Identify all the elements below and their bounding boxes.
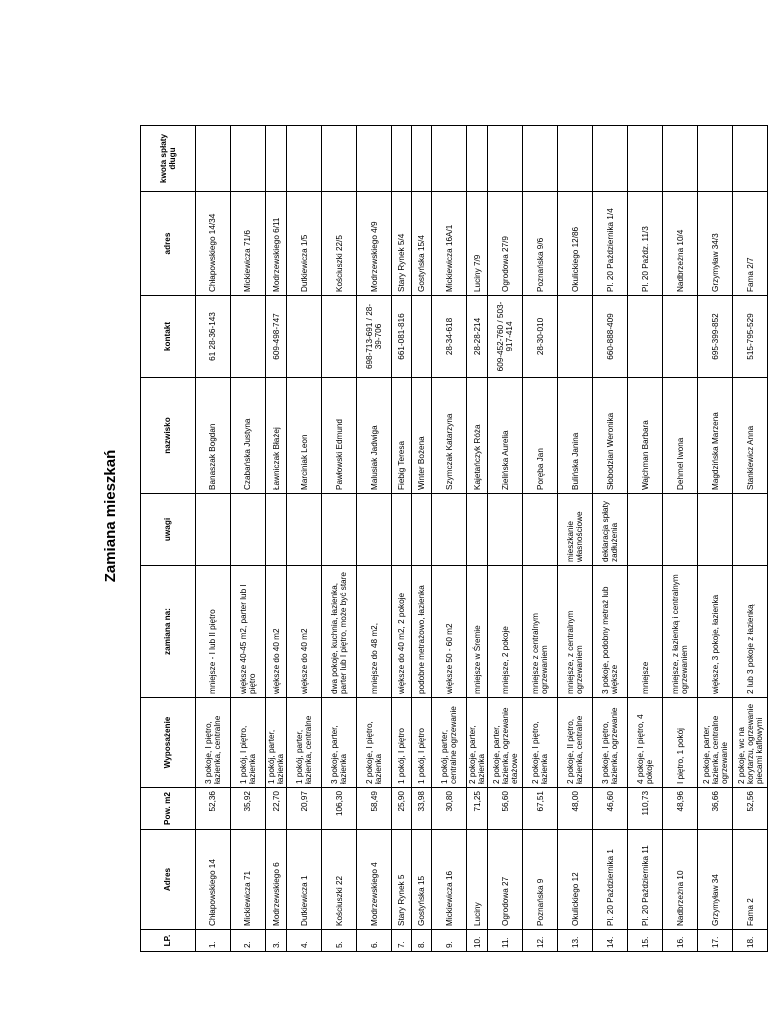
cell-wyposazenie: 3 pokoje, I piętro, łazienka, centralne — [196, 698, 231, 788]
cell-nazwisko: Zielińska Aurelia — [488, 378, 523, 494]
cell-lp: 7. — [392, 930, 412, 952]
table-row — [231, 126, 266, 952]
cell-adres-2: Fama 2/7 — [733, 192, 768, 296]
cell-zamiana-na: mniejsze, 2 pokoje — [488, 566, 523, 698]
cell-lp: 17. — [698, 930, 733, 952]
cell-uwagi — [322, 494, 357, 566]
cell-uwagi: mieszkanie własnościowe — [558, 494, 593, 566]
header-kwota: kwota spłaty długu — [141, 126, 196, 192]
cell-adres-2: Modrzewskiego 6/11 — [266, 192, 287, 296]
cell-zamiana-na: większe 50 - 60 m2 — [432, 566, 467, 698]
cell-nazwisko: Słobodzian Weronika — [593, 378, 628, 494]
cell-uwagi — [432, 494, 467, 566]
table-row — [523, 126, 558, 952]
cell-kwota — [698, 126, 733, 192]
table-row — [432, 126, 467, 952]
cell-adres: Pl. 20 Października 11 — [628, 830, 663, 930]
cell-adres-2: Dutkiewicza 1/5 — [287, 192, 322, 296]
cell-lp: 15. — [628, 930, 663, 952]
header-adres-2: adres — [141, 192, 196, 296]
table-row — [467, 126, 488, 952]
cell-adres: Nadbrzeżna 10 — [663, 830, 698, 930]
cell-pow: 30,80 — [432, 788, 467, 830]
cell-uwagi — [357, 494, 392, 566]
cell-pow: 48,96 — [663, 788, 698, 830]
cell-pow: 33,98 — [412, 788, 432, 830]
cell-lp: 16. — [663, 930, 698, 952]
cell-lp: 3. — [266, 930, 287, 952]
cell-kontakt: 609-452-760 / 503-917-414 — [488, 296, 523, 378]
cell-pow: 52,36 — [196, 788, 231, 830]
cell-zamiana-na: 3 pokoje, podobny metraż lub większe — [593, 566, 628, 698]
cell-uwagi — [467, 494, 488, 566]
cell-nazwisko: Bulińska Janina — [558, 378, 593, 494]
cell-zamiana-na: mniejsze w Śremie — [467, 566, 488, 698]
cell-zamiana-na: mniejsze do 48 m2, — [357, 566, 392, 698]
table-row — [196, 126, 231, 952]
cell-kontakt — [558, 296, 593, 378]
cell-lp: 12. — [523, 930, 558, 952]
cell-zamiana-na: większe, 3 pokoje, łazienka — [698, 566, 733, 698]
cell-adres-2: Mickiewicza 71/6 — [231, 192, 266, 296]
cell-kwota — [322, 126, 357, 192]
cell-nazwisko: Banaszak Bogdan — [196, 378, 231, 494]
cell-nazwisko: Kajetańczyk Róża — [467, 378, 488, 494]
cell-uwagi — [231, 494, 266, 566]
cell-kontakt: 28-28-214 — [467, 296, 488, 378]
cell-zamiana-na: mniejsze — [628, 566, 663, 698]
cell-kwota — [593, 126, 628, 192]
cell-kontakt: 28-30-010 — [523, 296, 558, 378]
cell-pow: 52,56 — [733, 788, 768, 830]
table-row — [488, 126, 523, 952]
header-pow: Pow. m2 — [141, 788, 196, 830]
cell-wyposazenie: 3 pokoje, I piętro, łazienka, ogrzewanie — [593, 698, 628, 788]
cell-adres: Chłapowskiego 14 — [196, 830, 231, 930]
cell-wyposazenie: 3 pokoje, parter, łazienka — [322, 698, 357, 788]
cell-nazwisko: Pawłowski Edmund — [322, 378, 357, 494]
cell-wyposazenie: 2 pokoje, I piętro, łazienka — [523, 698, 558, 788]
cell-kontakt — [322, 296, 357, 378]
cell-lp: 13. — [558, 930, 593, 952]
cell-zamiana-na: większe do 40 m2 — [287, 566, 322, 698]
cell-zamiana-na: większe 40-45 m2, parter lub I piętro — [231, 566, 266, 698]
cell-adres: Mickiewicza 16 — [432, 830, 467, 930]
cell-kontakt: 609-498-747 — [266, 296, 287, 378]
cell-kwota — [432, 126, 467, 192]
cell-kwota — [733, 126, 768, 192]
cell-pow: 25,90 — [392, 788, 412, 830]
cell-pow: 67,51 — [523, 788, 558, 830]
cell-zamiana-na: większe do 40 m2 — [266, 566, 287, 698]
cell-kontakt: 28-34-618 — [432, 296, 467, 378]
cell-adres: Poznańska 9 — [523, 830, 558, 930]
cell-zamiana-na: mniejsze - I lub II piętro — [196, 566, 231, 698]
cell-lp: 11. — [488, 930, 523, 952]
cell-adres: Ogrodowa 27 — [488, 830, 523, 930]
table-row — [266, 126, 287, 952]
cell-adres: Grzymyław 34 — [698, 830, 733, 930]
cell-lp: 10. — [467, 930, 488, 952]
header-zamiana-na: zamiana na: — [141, 566, 196, 698]
cell-zamiana-na: większe do 40 m2, 2 pokoje — [392, 566, 412, 698]
table-row — [322, 126, 357, 952]
table-row — [412, 126, 432, 952]
cell-kwota — [663, 126, 698, 192]
header-adres: Adres — [141, 830, 196, 930]
cell-nazwisko: Winter Bożena — [412, 378, 432, 494]
table-row — [558, 126, 593, 952]
cell-kontakt: 661-081-816 — [392, 296, 412, 378]
cell-uwagi — [523, 494, 558, 566]
cell-kwota — [523, 126, 558, 192]
cell-adres-2: Ogrodowa 27/9 — [488, 192, 523, 296]
cell-lp: 8. — [412, 930, 432, 952]
cell-wyposazenie: 2 pokoje, II piętro, łazienka, centralne — [558, 698, 593, 788]
cell-adres-2: Luciny 7/9 — [467, 192, 488, 296]
exchange-table — [140, 125, 768, 952]
cell-wyposazenie: 1 pokój, parter, łazienka — [266, 698, 287, 788]
cell-lp: 2. — [231, 930, 266, 952]
table-row — [733, 126, 768, 952]
cell-nazwisko: Ławniczak Błażej — [266, 378, 287, 494]
cell-zamiana-na: mniejsze, z łazienką i centralnym ogrzewaniem — [663, 566, 698, 698]
cell-pow: 35,92 — [231, 788, 266, 830]
cell-wyposazenie: I piętro, 1 pokój — [663, 698, 698, 788]
cell-nazwisko: Poręba Jan — [523, 378, 558, 494]
cell-pow: 71,25 — [467, 788, 488, 830]
header-nazwisko: nazwisko — [141, 378, 196, 494]
cell-uwagi — [488, 494, 523, 566]
cell-adres: Okulickiego 12 — [558, 830, 593, 930]
cell-kontakt: 61 28-36-143 — [196, 296, 231, 378]
table-row — [663, 126, 698, 952]
cell-lp: 6. — [357, 930, 392, 952]
cell-lp: 5. — [322, 930, 357, 952]
table-row — [593, 126, 628, 952]
cell-nazwisko: Wajchman Barbara — [628, 378, 663, 494]
cell-adres-2: Gostyńska 15/4 — [412, 192, 432, 296]
cell-zamiana-na: dwa pokoje, kuchnia, łazienka, parter lub I piętro, może być stare — [322, 566, 357, 698]
cell-kontakt — [287, 296, 322, 378]
cell-uwagi — [663, 494, 698, 566]
cell-adres: Gostyńska 15 — [412, 830, 432, 930]
cell-adres: Dutkiewicza 1 — [287, 830, 322, 930]
cell-wyposazenie: 1 pokój, I piętro — [412, 698, 432, 788]
cell-nazwisko: Czabańska Justyna — [231, 378, 266, 494]
cell-uwagi: deklaracja spłaty zadłużenia — [593, 494, 628, 566]
table-row — [287, 126, 322, 952]
cell-adres-2: Kościuszki 22/5 — [322, 192, 357, 296]
cell-adres-2: Chłapowskiego 14/34 — [196, 192, 231, 296]
cell-nazwisko: Magdzińska Marzena — [698, 378, 733, 494]
cell-wyposazenie: 2 pokoje, I piętro, łazienka — [357, 698, 392, 788]
cell-kontakt — [412, 296, 432, 378]
cell-wyposazenie: 2 pokoje, parter, łazienka — [467, 698, 488, 788]
cell-adres-2: Okulickiego 12/86 — [558, 192, 593, 296]
cell-wyposazenie: 1 pokój, I piętro — [392, 698, 412, 788]
cell-kwota — [231, 126, 266, 192]
cell-nazwisko: Marciniak Leon — [287, 378, 322, 494]
cell-kwota — [392, 126, 412, 192]
cell-adres-2: Stary Rynek 5/4 — [392, 192, 412, 296]
cell-nazwisko: Malusiak Jadwiga — [357, 378, 392, 494]
cell-nazwisko: Szymczak Katarzyna — [432, 378, 467, 494]
cell-uwagi — [392, 494, 412, 566]
table-body — [196, 126, 768, 952]
cell-kontakt — [231, 296, 266, 378]
cell-nazwisko: Stankiewicz Anna — [733, 378, 768, 494]
cell-kwota — [357, 126, 392, 192]
page-title: Zamiana mieszkań — [102, 449, 119, 583]
cell-adres-2: Mickiewicza 16A/1 — [432, 192, 467, 296]
cell-pow: 110,73 — [628, 788, 663, 830]
cell-adres-2: Poznańska 9/6 — [523, 192, 558, 296]
cell-lp: 14. — [593, 930, 628, 952]
header-uwagi: uwagi — [141, 494, 196, 566]
header-kontakt: kontakt — [141, 296, 196, 378]
cell-adres: Mickiewicza 71 — [231, 830, 266, 930]
cell-kontakt: 698-713-691 / 28-39-706 — [357, 296, 392, 378]
cell-adres-2: Pl. 20 Paźdz. 11/3 — [628, 192, 663, 296]
cell-kontakt — [663, 296, 698, 378]
cell-lp: 4. — [287, 930, 322, 952]
cell-pow: 20,97 — [287, 788, 322, 830]
cell-uwagi — [412, 494, 432, 566]
cell-zamiana-na: mniejsze, z centralnym ogrzewaniem — [558, 566, 593, 698]
cell-adres: Stary Rynek 5 — [392, 830, 412, 930]
cell-adres-2: Modrzewskiego 4/9 — [357, 192, 392, 296]
cell-pow: 56,60 — [488, 788, 523, 830]
cell-uwagi — [287, 494, 322, 566]
cell-uwagi — [733, 494, 768, 566]
cell-uwagi — [196, 494, 231, 566]
cell-wyposazenie: 1 pokój, parter, łazienka, centralne — [287, 698, 322, 788]
cell-lp: 9. — [432, 930, 467, 952]
cell-uwagi — [628, 494, 663, 566]
cell-kwota — [266, 126, 287, 192]
cell-wyposazenie: 2 pokoje, wc na korytarzu, ogrzewanie piecami kaflowymi — [733, 698, 768, 788]
cell-pow: 36,66 — [698, 788, 733, 830]
cell-kwota — [287, 126, 322, 192]
cell-nazwisko: Dehmel Iwona — [663, 378, 698, 494]
cell-adres-2: Nadbrzeżna 10/4 — [663, 192, 698, 296]
table-row — [628, 126, 663, 952]
cell-pow: 22,70 — [266, 788, 287, 830]
cell-wyposazenie: 4 pokoje, I piętro, 4 pokoje — [628, 698, 663, 788]
table-row — [392, 126, 412, 952]
cell-adres: Pl. 20 Października 1 — [593, 830, 628, 930]
cell-wyposazenie: 1 pokój, parter, centralne ogrzewanie — [432, 698, 467, 788]
table-row — [357, 126, 392, 952]
cell-kwota — [196, 126, 231, 192]
cell-pow: 46,60 — [593, 788, 628, 830]
cell-nazwisko: Fiebig Teresa — [392, 378, 412, 494]
table-header-row — [141, 126, 196, 952]
cell-lp: 1. — [196, 930, 231, 952]
cell-lp: 18. — [733, 930, 768, 952]
cell-adres: Kościuszki 22 — [322, 830, 357, 930]
cell-adres: Fama 2 — [733, 830, 768, 930]
cell-kwota — [488, 126, 523, 192]
cell-kontakt: 660-888-409 — [593, 296, 628, 378]
cell-kwota — [412, 126, 432, 192]
cell-adres: Modrzewskiego 6 — [266, 830, 287, 930]
cell-kontakt: 695-399-852 — [698, 296, 733, 378]
cell-adres: Modrzewskiego 4 — [357, 830, 392, 930]
cell-kwota — [467, 126, 488, 192]
cell-wyposazenie: 1 pokój, I piętro, łazienka — [231, 698, 266, 788]
cell-zamiana-na: 2 lub 3 pokoje z łazienką — [733, 566, 768, 698]
cell-pow: 48,00 — [558, 788, 593, 830]
cell-wyposazenie: 2 pokoje, parter, łazienka, centralne ogrzewanie — [698, 698, 733, 788]
cell-zamiana-na: podobne metrażowo, łazienka — [412, 566, 432, 698]
table-row — [698, 126, 733, 952]
cell-kontakt — [628, 296, 663, 378]
cell-uwagi — [266, 494, 287, 566]
cell-kwota — [628, 126, 663, 192]
header-lp: LP. — [141, 930, 196, 952]
cell-uwagi — [698, 494, 733, 566]
header-wyposazenie: Wyposażenie — [141, 698, 196, 788]
cell-adres-2: Pl. 20 Października 1/4 — [593, 192, 628, 296]
cell-pow: 58,49 — [357, 788, 392, 830]
cell-adres-2: Grzymyław 34/3 — [698, 192, 733, 296]
cell-zamiana-na: mniejsze z centralnym ogrzewaniem — [523, 566, 558, 698]
cell-adres: Luciny — [467, 830, 488, 930]
cell-pow: 106,30 — [322, 788, 357, 830]
cell-kwota — [558, 126, 593, 192]
cell-wyposazenie: 2 pokoje, parter, łazienka, ogrzewanie etażowe — [488, 698, 523, 788]
cell-kontakt: 515-795-529 — [733, 296, 768, 378]
